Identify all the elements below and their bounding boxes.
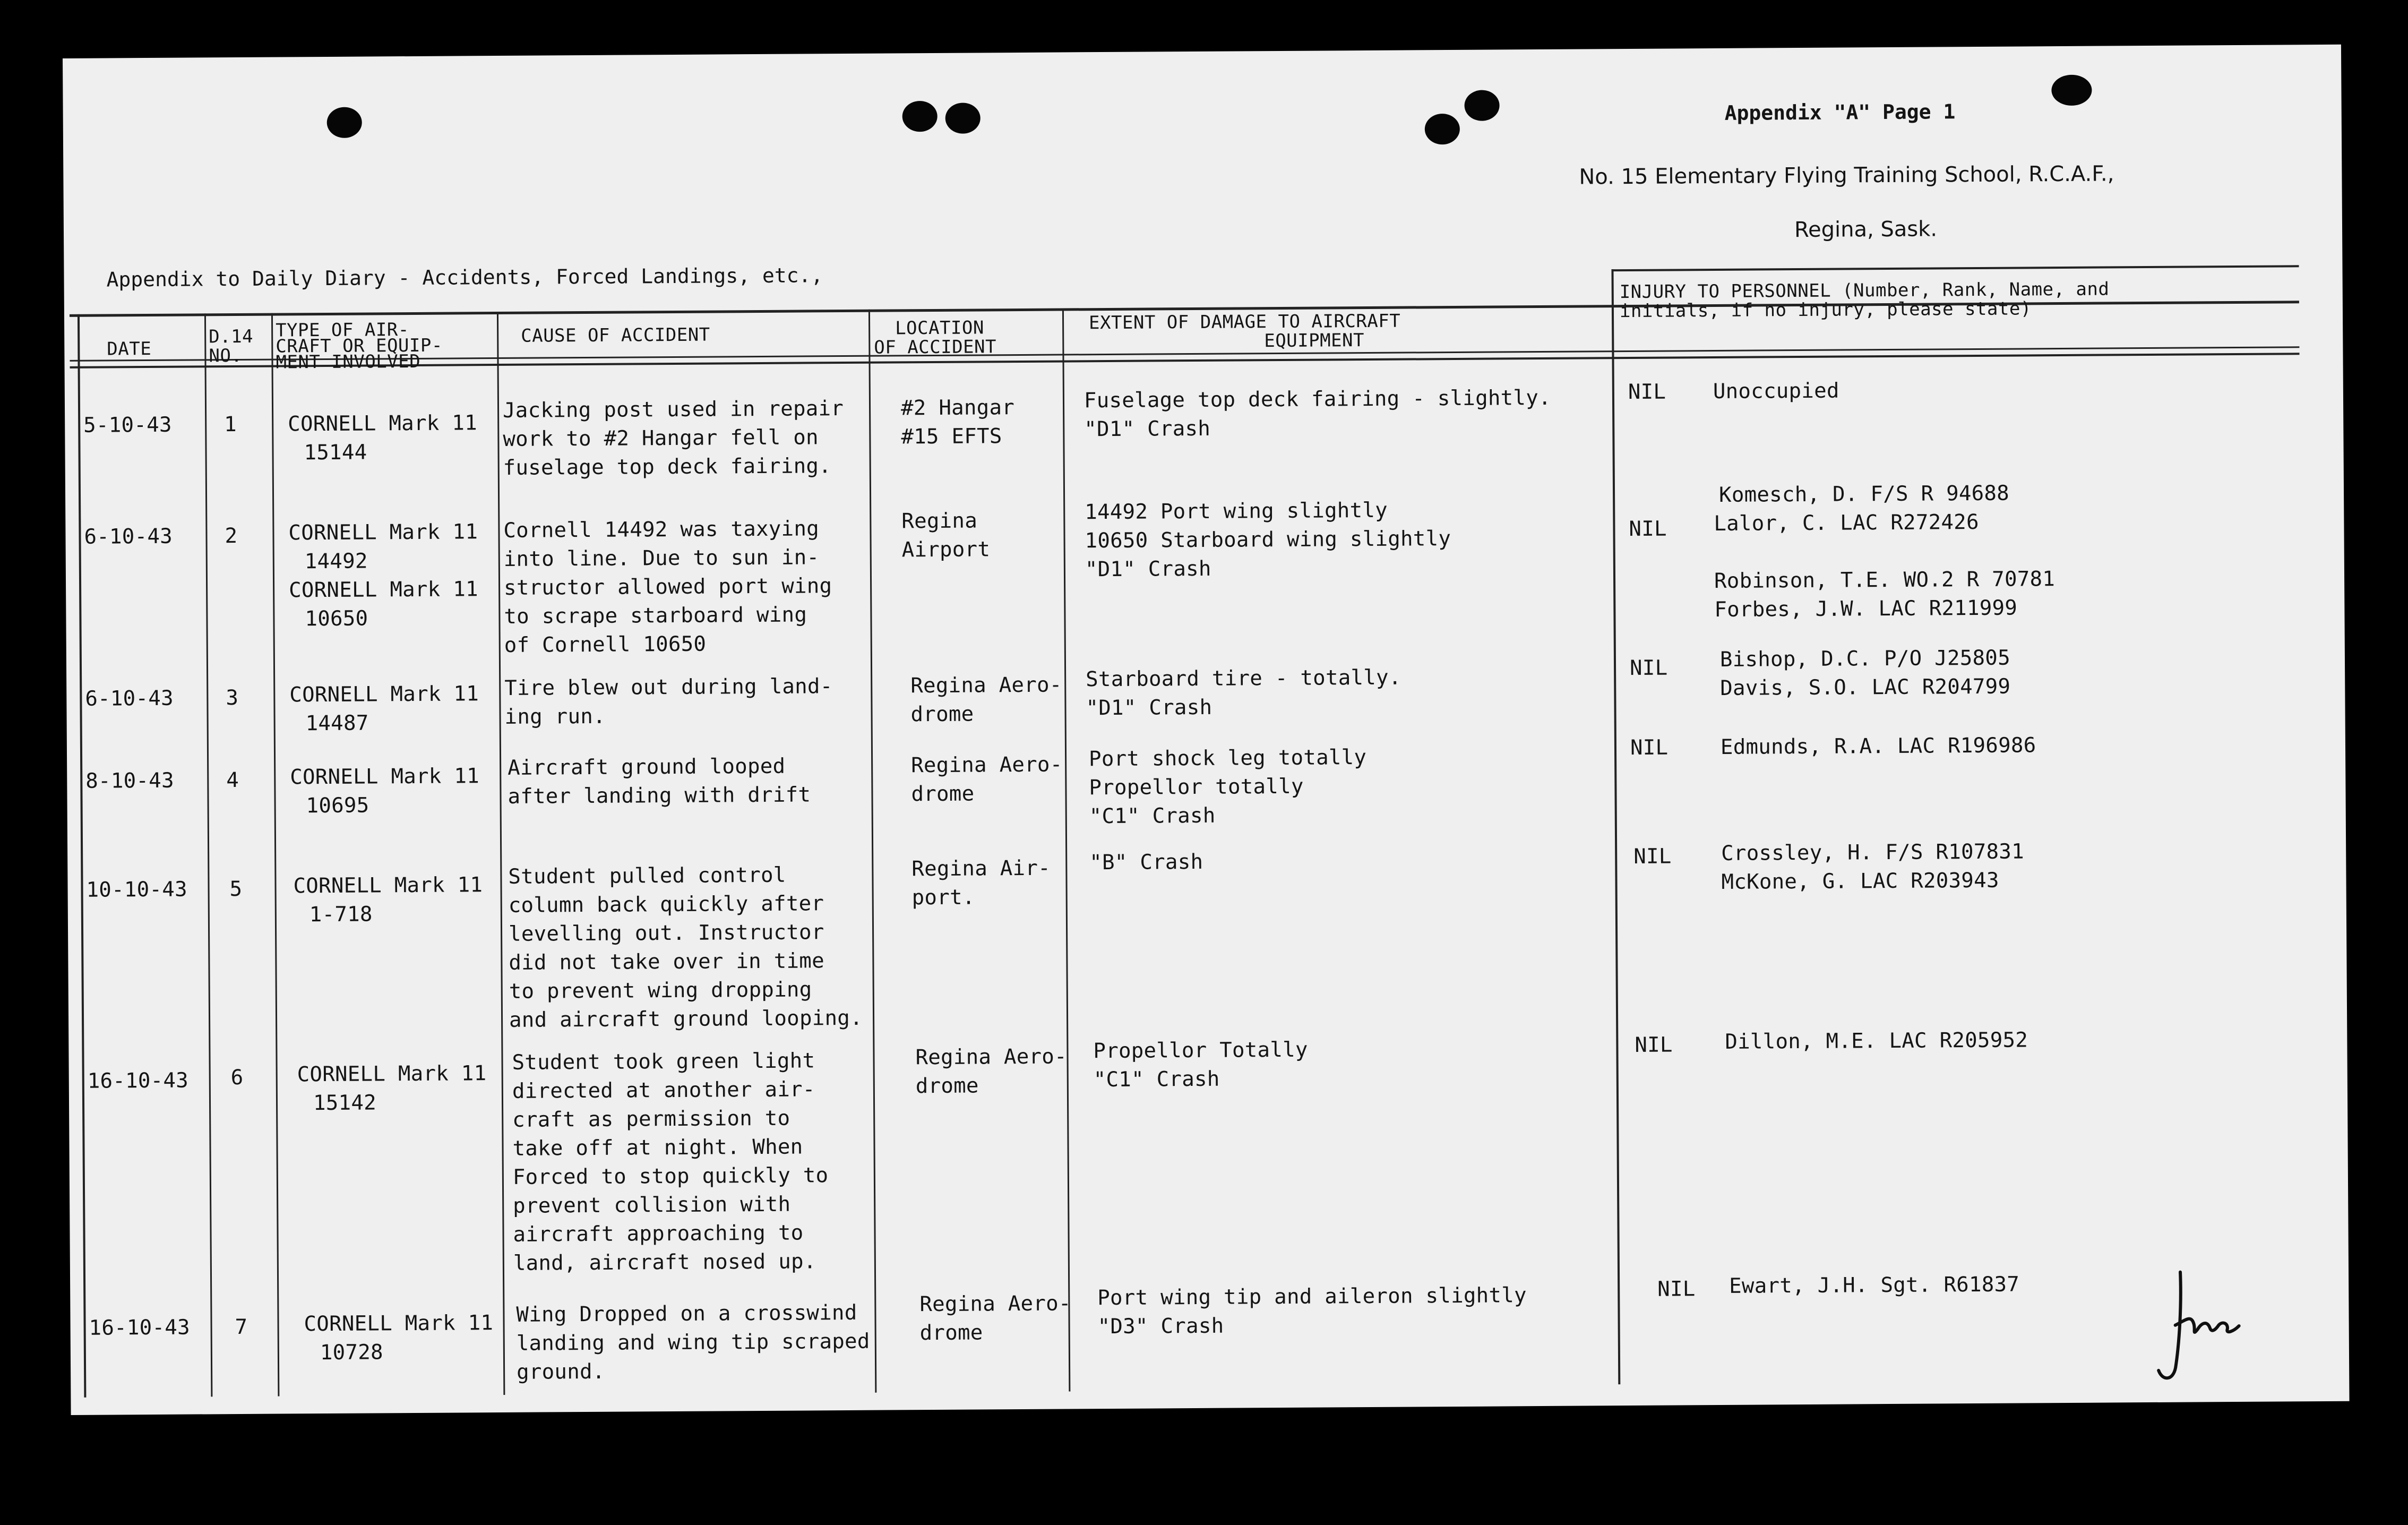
row5-location: Regina Air- port. bbox=[911, 856, 1051, 910]
row3-location: Regina Aero- drome bbox=[910, 673, 1062, 727]
punch-hole bbox=[1464, 90, 1499, 121]
row5-injury-nil: NIL bbox=[1633, 844, 1672, 869]
row6-injury-nil: NIL bbox=[1635, 1033, 1673, 1057]
row5-cause: Student pulled control column back quickly after levelling out. Instructor did not take over in time to prevent wing dropping and aircraft ground looping. bbox=[508, 863, 863, 1032]
column-line bbox=[204, 313, 212, 1397]
column-line bbox=[78, 314, 86, 1398]
row3-injury: Bishop, D.C. P/O J25805 Davis, S.O. LAC R204799 bbox=[1719, 646, 2011, 700]
unit-location: Regina, Sask. bbox=[1794, 217, 1938, 243]
col-cause: CAUSE OF ACCIDENT bbox=[521, 324, 710, 347]
column-line bbox=[1611, 269, 1620, 1384]
column-line bbox=[868, 310, 876, 1393]
row2-aircraft: CORNELL Mark 11 14492 CORNELL Mark 11 10650 bbox=[288, 520, 478, 631]
row1-injury-nil: NIL bbox=[1628, 380, 1666, 404]
row3-damage: Starboard tire - totally. "D1" Crash bbox=[1086, 665, 1401, 721]
row3-date: 6-10-43 bbox=[85, 686, 174, 711]
row4-aircraft: CORNELL Mark 11 10695 bbox=[290, 764, 480, 818]
row7-date: 16-10-43 bbox=[89, 1315, 190, 1340]
row4-cause: Aircraft ground looped after landing with drift bbox=[508, 754, 811, 809]
column-line bbox=[271, 313, 279, 1397]
row7-location: Regina Aero- drome bbox=[919, 1291, 1071, 1346]
row3-aircraft: CORNELL Mark 11 14487 bbox=[289, 682, 479, 736]
row2-damage: 14492 Port wing slightly 10650 Starboard wing slightly "D1" Crash bbox=[1085, 498, 1451, 582]
row1-aircraft: CORNELL Mark 11 15144 bbox=[288, 411, 478, 465]
col-injury: INJURY TO PERSONNEL (Number, Rank, Name, and initials, if no injury, please state) bbox=[1619, 278, 2110, 322]
row2-number: 2 bbox=[225, 524, 238, 549]
row6-injury: Dillon, M.E. LAC R205952 bbox=[1725, 1028, 2028, 1054]
row1-date: 5-10-43 bbox=[83, 413, 172, 438]
row4-damage: Port shock leg totally Propellor totally "C1" Crash bbox=[1088, 746, 1367, 829]
row6-location: Regina Aero- drome bbox=[915, 1044, 1068, 1099]
row5-injury: Crossley, H. F/S R107831 McKone, G. LAC R203943 bbox=[1721, 839, 2025, 894]
row6-aircraft: CORNELL Mark 11 15142 bbox=[297, 1061, 487, 1116]
row4-number: 4 bbox=[226, 768, 239, 793]
punch-hole bbox=[327, 107, 362, 138]
row7-number: 7 bbox=[235, 1315, 248, 1340]
row1-cause: Jacking post used in repair work to #2 Hangar fell on fuselage top deck fairing. bbox=[502, 397, 844, 480]
handwritten-initials bbox=[2148, 1261, 2255, 1389]
row2-date: 6-10-43 bbox=[84, 524, 173, 549]
punch-hole bbox=[902, 101, 938, 132]
col-location: LOCATION OF ACCIDENT bbox=[874, 317, 997, 358]
row6-date: 16-10-43 bbox=[87, 1068, 189, 1093]
row5-number: 5 bbox=[229, 877, 243, 902]
row6-number: 6 bbox=[230, 1065, 244, 1090]
row1-location: #2 Hangar #15 EFTS bbox=[900, 396, 1015, 449]
row5-damage: "B" Crash bbox=[1089, 850, 1203, 875]
row4-injury: Edmunds, R.A. LAC R196986 bbox=[1720, 733, 2036, 759]
row2-location: Regina Airport bbox=[901, 509, 991, 562]
row4-injury-nil: NIL bbox=[1630, 735, 1669, 760]
appendix-page-label: Appendix "A" Page 1 bbox=[1724, 100, 1956, 125]
row1-damage: Fuselage top deck fairing - slightly. "D1" Crash bbox=[1083, 385, 1551, 442]
row1-number: 1 bbox=[224, 413, 237, 437]
row2-injury: Komesch, D. F/S R 94688 Lalor, C. LAC R272426 Robinson, T.E. WO.2 R 70781 Forbes, J.W. LAC R211999 bbox=[1714, 481, 2056, 622]
row2-injury-nil: NIL bbox=[1629, 517, 1667, 541]
column-line bbox=[1062, 308, 1070, 1391]
row6-cause: Student took green light directed at another air- craft as permission to take off at night. When Forced to stop quickly to prevent collision with aircraft approaching to land, aircraft nosed up. bbox=[512, 1049, 829, 1275]
punch-hole bbox=[945, 102, 981, 133]
col-date: DATE bbox=[107, 338, 152, 360]
row7-aircraft: CORNELL Mark 11 10728 bbox=[304, 1311, 494, 1365]
col-d14: D.14 NO. bbox=[209, 325, 254, 367]
row4-date: 8-10-43 bbox=[85, 768, 174, 793]
row7-damage: Port wing tip and aileron slightly "D3" Crash bbox=[1097, 1283, 1527, 1339]
col-aircraft-type: TYPE OF AIR- CRAFT OR EQUIP- MENT INVOLVED bbox=[276, 319, 443, 373]
row1-injury: Unoccupied bbox=[1713, 379, 1839, 404]
row4-location: Regina Aero- drome bbox=[911, 752, 1063, 807]
row7-injury-nil: NIL bbox=[1657, 1277, 1696, 1301]
rule bbox=[1611, 265, 2299, 271]
row5-aircraft: CORNELL Mark 11 1-718 bbox=[293, 873, 483, 927]
row2-cause: Cornell 14492 was taxying into line. Due to sun in- structor allowed port wing to scrape starboard wing of Cornell 10650 bbox=[503, 517, 832, 657]
punch-hole bbox=[2051, 75, 2092, 106]
diary-page bbox=[63, 45, 2350, 1415]
row3-cause: Tire blew out during land- ing run. bbox=[504, 674, 833, 729]
row3-number: 3 bbox=[226, 686, 239, 710]
row5-date: 10-10-43 bbox=[86, 877, 187, 902]
row6-damage: Propellor Totally "C1" Crash bbox=[1093, 1038, 1308, 1092]
punch-hole bbox=[1425, 114, 1460, 144]
unit-name: No. 15 Elementary Flying Training School, R.C.A.F., bbox=[1579, 161, 2114, 190]
document-title: Appendix to Daily Diary - Accidents, Forced Landings, etc., bbox=[106, 263, 823, 292]
row3-injury-nil: NIL bbox=[1629, 656, 1668, 680]
row7-injury: Ewart, J.H. Sgt. R61837 bbox=[1729, 1272, 2020, 1298]
col-damage: EXTENT OF DAMAGE TO AIRCRAFT EQUIPMENT bbox=[1088, 310, 1401, 352]
row7-cause: Wing Dropped on a crosswind landing and wing tip scraped ground. bbox=[516, 1300, 870, 1384]
